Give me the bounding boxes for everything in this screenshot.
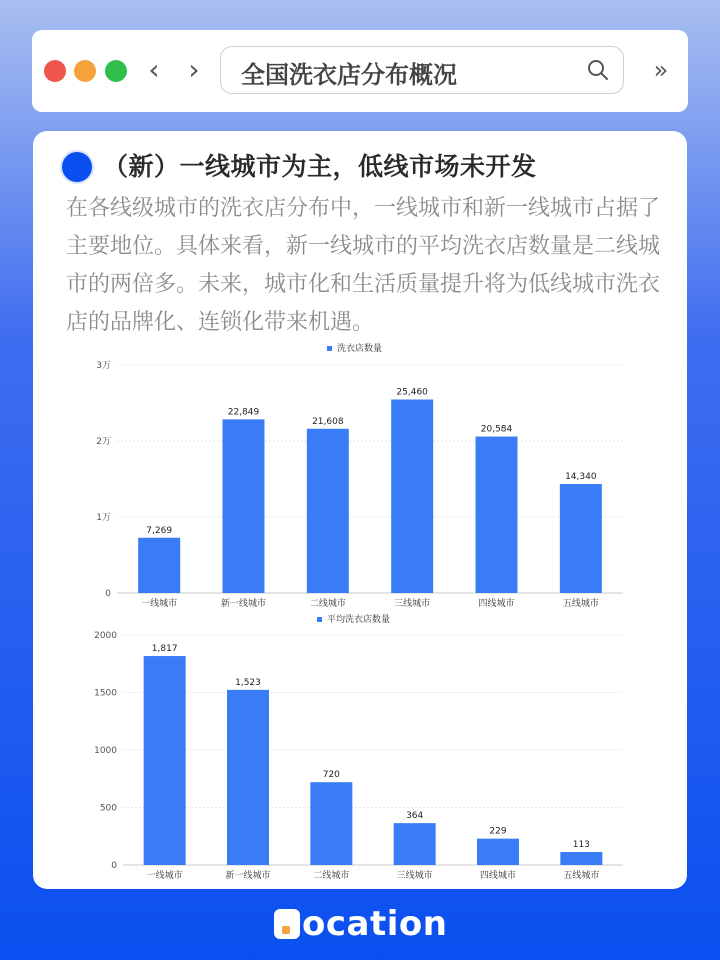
x-tick-label: 五线城市	[563, 871, 600, 881]
laundry-count-bar-chart	[33, 338, 687, 620]
section-heading: （新）一线城市为主，低线市场未开发	[103, 152, 537, 181]
y-tick-label: 2万	[96, 437, 111, 447]
bar	[560, 852, 602, 865]
x-tick-label: 四线城市	[479, 871, 517, 881]
bar	[227, 690, 269, 865]
bar	[138, 538, 180, 593]
data-label: 113	[572, 840, 590, 851]
y-tick-label: 500	[99, 803, 117, 814]
bar	[560, 484, 602, 593]
bar	[476, 437, 518, 593]
section-paragraph: 在各线级城市的洗衣店分布中，一线城市和新一线城市占据了主要地位。具体来看，新一线城市的平均洗衣店数量是二线城市的两倍多。未来，城市化和生活质量提升将为低线城市洗衣店的品牌化、连锁化带来机遇。	[66, 196, 661, 335]
y-tick-label: 1500	[94, 688, 117, 699]
x-tick-label: 新一线城市	[220, 599, 267, 609]
bar	[223, 419, 265, 593]
data-label: 22,849	[227, 407, 260, 418]
bar	[307, 429, 349, 593]
bar	[477, 839, 519, 865]
data-label: 364	[406, 811, 424, 822]
x-tick-label: 二线城市	[313, 871, 350, 881]
legend-label: 洗衣店数量	[337, 344, 383, 354]
x-tick-label: 五线城市	[562, 599, 599, 609]
avg-laundry-count-bar-chart	[33, 610, 687, 888]
x-tick-label: 二线城市	[309, 599, 346, 609]
data-label: 7,269	[146, 525, 173, 536]
legend-swatch	[327, 346, 332, 351]
x-tick-label: 新一线城市	[225, 871, 271, 881]
x-tick-label: 一线城市	[141, 599, 178, 609]
data-label: 229	[489, 826, 507, 837]
data-label: 14,340	[565, 472, 597, 483]
maximize-window-button[interactable]	[105, 60, 127, 82]
data-label: 20,584	[480, 424, 513, 435]
back-arrow-icon[interactable]: ‹	[148, 53, 160, 86]
y-tick-label: 0	[105, 589, 111, 599]
data-label: 21,608	[312, 416, 344, 427]
data-label: 1,817	[151, 644, 178, 655]
data-label: 25,460	[396, 387, 428, 398]
x-tick-label: 一线城市	[146, 871, 183, 881]
y-tick-label: 1万	[96, 513, 111, 523]
data-label: 720	[322, 770, 340, 781]
legend-label: 平均洗衣店数量	[327, 615, 391, 625]
x-tick-label: 三线城市	[396, 871, 433, 881]
x-tick-label: 四线城市	[478, 599, 515, 609]
y-tick-label: 3万	[96, 361, 111, 371]
bar	[394, 823, 436, 865]
minimize-window-button[interactable]	[74, 60, 96, 82]
search-query-text: 全国洗衣店分布概况	[241, 61, 457, 89]
legend-swatch	[317, 617, 322, 622]
x-tick-label: 三线城市	[394, 599, 431, 609]
y-tick-label: 2000	[94, 631, 117, 641]
data-label: 1,523	[235, 677, 261, 688]
logo-text: ocation	[302, 904, 448, 944]
bar	[391, 400, 433, 593]
close-window-button[interactable]	[44, 60, 66, 82]
forward-arrow-icon[interactable]: ›	[188, 53, 200, 86]
bar	[144, 656, 186, 865]
search-icon[interactable]	[587, 59, 609, 81]
logo-mark-icon	[274, 909, 300, 939]
location-logo	[274, 904, 447, 944]
bullet-dot-icon	[62, 152, 92, 182]
y-tick-label: 0	[111, 861, 117, 871]
double-chevron-right-icon[interactable]: »	[653, 56, 669, 84]
y-tick-label: 1000	[94, 746, 117, 756]
bar	[310, 782, 352, 865]
search-input[interactable]	[220, 46, 624, 94]
